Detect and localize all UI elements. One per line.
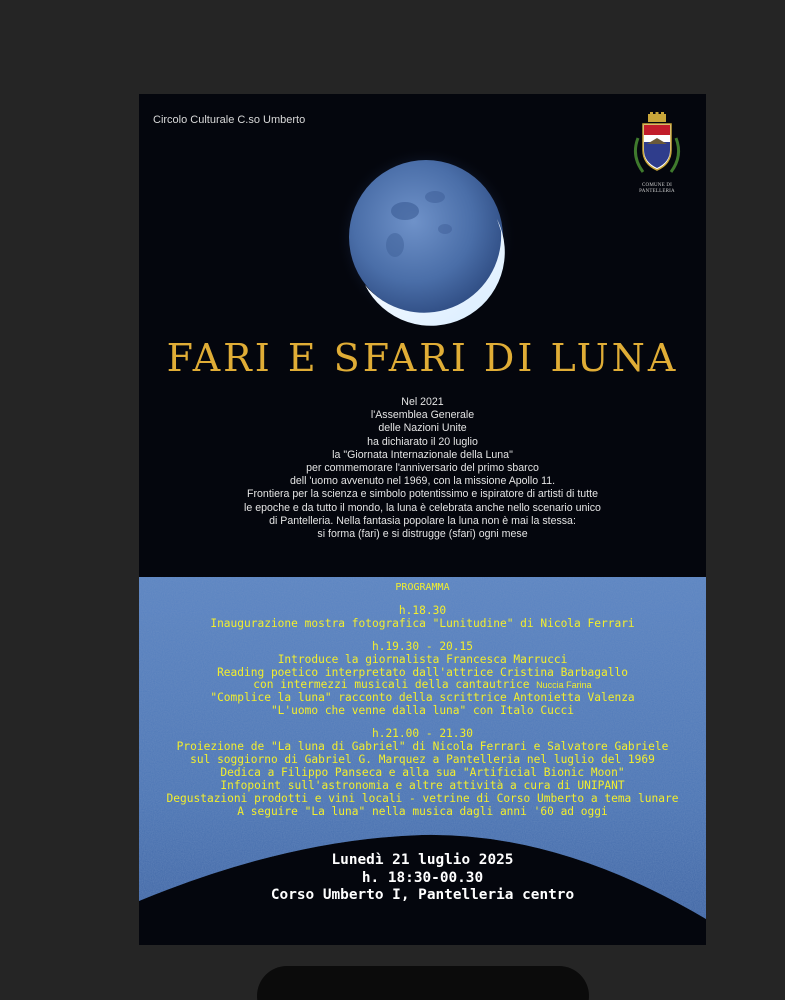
intro-line: si forma (fari) e si distrugge (sfari) ogni mese: [317, 528, 528, 541]
intro-line: per commemorare l'anniversario del primo sbarco: [306, 462, 539, 475]
program-line: Infopoint sull'astronomia e altre attività a cura di UNIPANT: [220, 778, 625, 792]
crest-caption-top: COMUNE DI: [642, 183, 672, 188]
program-line: Proiezione de "La luna di Gabriel" di Nicola Ferrari e Salvatore Gabriele: [176, 740, 669, 754]
event-poster: [139, 94, 706, 945]
program-line: "Complice la luna" racconto della scrittrice Antonietta Valenza: [210, 691, 635, 705]
program-line: Dedica a Filippo Panseca e alla sua "Artificial Bionic Moon": [220, 765, 625, 779]
intro-line: l'Assemblea Generale: [370, 409, 475, 422]
intro-line: dell 'uomo avvenuto nel 1969, con la missione Apollo 11.: [289, 475, 556, 488]
intro-line: Nel 2021: [401, 396, 444, 408]
program-time: h.18.30: [398, 603, 447, 617]
program-line: "L'uomo che venne dalla luna" con Italo Cucci: [270, 704, 575, 718]
intro-line: delle Nazioni Unite: [378, 422, 467, 435]
intro-line: Frontiera per la scienza e simbolo potentissimo e ispiratore di artisti di tutte: [247, 488, 598, 501]
program-line: Introduce la giornalista Francesca Marrucci: [277, 652, 568, 666]
event-location: Corso Umberto I, Pantelleria centro: [270, 887, 575, 903]
event-details: [139, 852, 706, 905]
intro-line: la "Giornata Internazionale della Luna": [332, 448, 513, 461]
program-section: [139, 582, 706, 819]
coat-of-arms-icon: [629, 112, 685, 182]
crescent-moon-image: [335, 149, 535, 339]
bottom-bar[interactable]: [257, 966, 589, 1000]
intro-text: [139, 396, 706, 541]
program-line: Reading poetico interpretato dall'attrice Cristina Barbagallo: [217, 665, 628, 679]
program-heading: PROGRAMMA: [395, 582, 450, 593]
program-time: h.19.30 - 20.15: [371, 639, 474, 653]
intro-line: ha dichiarato il 20 luglio: [367, 435, 478, 448]
crest-caption-bottom: PANTELLERIA: [639, 189, 675, 194]
organizer-label: Circolo Culturale C.so Umberto: [153, 114, 306, 126]
intro-line: le epoche e da tutto il mondo, la luna è celebrata anche nello scenario unico: [244, 501, 601, 514]
intro-line: di Pantelleria. Nella fantasia popolare la luna non è mai la stessa:: [269, 514, 576, 527]
event-hours: h. 18:30-00.30: [361, 869, 484, 886]
comune-crest: [629, 112, 685, 194]
program-line: Degustazioni prodotti e vini locali - vetrine di Corso Umberto a tema lunare: [166, 791, 679, 805]
performer-name: Nuccia Farina: [536, 680, 592, 691]
program-line: A seguire "La luna" nella musica dagli anni '60 ad oggi: [237, 804, 608, 818]
event-date: Lunedì 21 luglio 2025: [331, 852, 514, 868]
poster-title: FARI E SFARI DI LUNA: [166, 336, 679, 380]
program-line-main: con intermezzi musicali della cantautrice: [253, 678, 537, 692]
program-time: h.21.00 - 21.30: [371, 727, 474, 741]
program-line: sul soggiorno di Gabriel G. Marquez a Pantelleria nel luglio del 1969: [190, 752, 655, 766]
program-line: Inaugurazione mostra fotografica "Lunitudine" di Nicola Ferrari: [210, 616, 635, 630]
